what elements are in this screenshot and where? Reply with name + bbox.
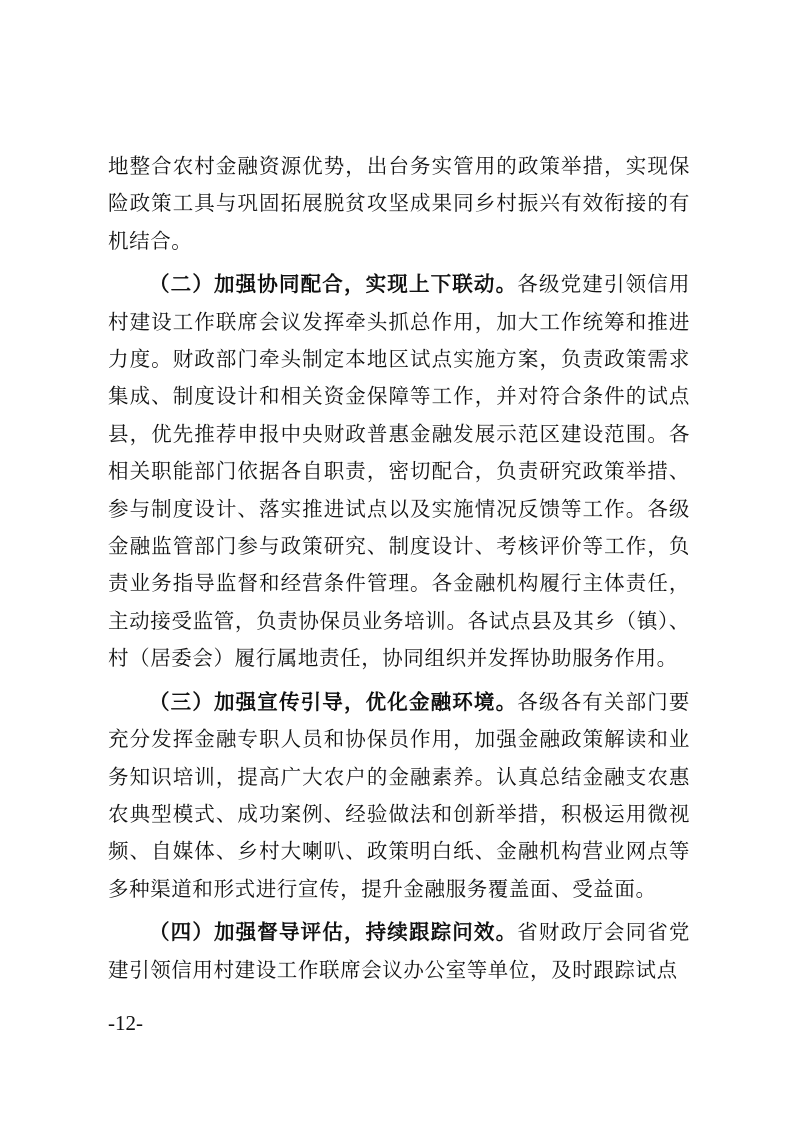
paragraph-continuation	[108, 148, 690, 260]
section-heading: （四）加强督导评估，持续跟踪问效。	[149, 920, 518, 945]
paragraph-text: 各级党建引领信用村建设工作联席会议发挥牵头抓总作用，加大工作统筹和推进力度。财政部门牵头制定本地区试点实施方案，负责政策需求集成、制度设计和相关资金保障等工作，并对符合条件的试点县，优先推荐申报中央财政普惠金融发展示范区建设范围。各相关职能部门依据各自职责，密切配合，负责研究政策举措、参与制度设计、落实推进试点以及实施情况反馈等工作。各级金融监管部门参与政策研究、制度设计、考核评价等工作，负责业务指导监督和经营条件管理。各金融机构履行主体责任，主动接受监管，负责协保员业务培训。各试点县及其乡（镇）、村（居委会）履行属地责任，协同组织并发挥协助服务作用。	[108, 272, 690, 671]
paragraph-section-2	[108, 266, 690, 677]
paragraph-text: 地整合农村金融资源优势，出台务实管用的政策举措，实现保险政策工具与巩固拓展脱贫攻坚成果同乡村振兴有效衔接的有机结合。	[108, 154, 690, 253]
document-body	[108, 148, 690, 995]
paragraph-section-4	[108, 914, 690, 989]
paragraph-text: 各级各有关部门要充分发挥金融专职人员和协保员作用，加强金融政策解读和业务知识培训，提高广大农户的金融素养。认真总结金融支农惠农典型模式、成功案例、经验做法和创新举措，积极运用微视频、自媒体、乡村大喇叭、政策明白纸、金融机构营业网点等多种渠道和形式进行宣传，提升金融服务覆盖面、受益面。	[108, 689, 690, 901]
page-number: -12-	[108, 1011, 143, 1035]
paragraph-section-3	[108, 684, 690, 908]
paragraph-text: 省财政厅会同省党建引领信用村建设工作联席会议办公室等单位，及时跟踪试点	[108, 920, 690, 982]
section-heading: （二）加强协同配合，实现上下联动。	[149, 272, 518, 297]
section-heading: （三）加强宣传引导，优化金融环境。	[149, 689, 518, 714]
